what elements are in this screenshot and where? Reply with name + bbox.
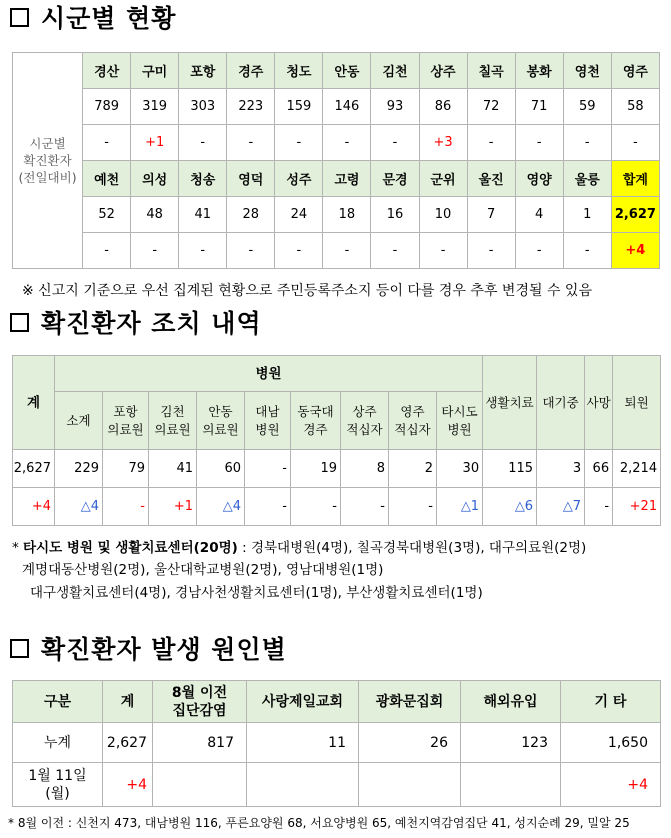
region-header-row <box>13 161 660 197</box>
hospital-header-line: 의료원 <box>107 421 144 437</box>
hospital-header-line: 적십자 <box>394 421 431 437</box>
hospital-header-line: 포항 <box>113 403 138 419</box>
hospital-header <box>103 392 149 450</box>
region-name: 경산 <box>83 53 131 89</box>
header-line: 8월 이전 <box>171 684 228 701</box>
daily-change: - <box>563 125 611 161</box>
region-name: 문경 <box>371 161 419 197</box>
patient-count: 19 <box>291 450 341 488</box>
gwanghwamun-header: 광화문집회 <box>359 681 461 723</box>
hospital-header <box>245 392 291 450</box>
row-label <box>13 723 103 763</box>
daily-change: - <box>371 233 419 269</box>
row-label-line: (월) <box>45 785 70 802</box>
sarang-church-value <box>247 763 359 807</box>
region-name: 영천 <box>563 53 611 89</box>
daily-change: △1 <box>437 488 483 526</box>
patient-count: 229 <box>55 450 103 488</box>
region-count-row <box>13 89 660 125</box>
change-row <box>13 488 661 526</box>
daily-change: - <box>323 125 371 161</box>
region-header-row <box>13 53 660 89</box>
patient-count: 66 <box>585 450 613 488</box>
hospital-header-line: 안동 <box>208 403 233 419</box>
case-count: 10 <box>419 197 467 233</box>
section-title-text: 확진환자 조치 내역 <box>41 309 262 338</box>
daily-change: +3 <box>419 125 467 161</box>
other-value: 1,650 <box>561 723 661 763</box>
region-name: 청송 <box>179 161 227 197</box>
daily-change: - <box>467 233 515 269</box>
table-row <box>13 723 661 763</box>
count-row <box>13 450 661 488</box>
patient-actions-table <box>12 355 661 526</box>
daily-change: +21 <box>613 488 661 526</box>
region-name: 영양 <box>515 161 563 197</box>
region-name: 청도 <box>275 53 323 89</box>
hospital-header <box>437 392 483 450</box>
region-name: 성주 <box>275 161 323 197</box>
cause-footnote: * 8월 이전 : 신천지 473, 대남병원 116, 푸른요양원 68, 서요양병원 65, 예천지역감염집단 41, 성지순례 29, 밀알 25 <box>8 816 630 830</box>
region-name: 예천 <box>83 161 131 197</box>
case-count: 24 <box>275 197 323 233</box>
residential-treatment-header: 생활치료 <box>483 356 537 450</box>
hospital-header <box>291 392 341 450</box>
region-name: 울진 <box>467 161 515 197</box>
checkbox-icon <box>10 639 29 658</box>
hospital-header-line: 병원 <box>255 421 280 437</box>
hospital-header-line: 대남 <box>255 403 280 419</box>
daily-change: △6 <box>483 488 537 526</box>
hospital-note-line <box>12 538 662 558</box>
daily-change: △4 <box>55 488 103 526</box>
daily-change: - <box>275 125 323 161</box>
case-count: 59 <box>563 89 611 125</box>
daily-change: - <box>323 233 371 269</box>
hospital-header-line: 영주 <box>400 403 425 419</box>
region-change-row <box>13 125 660 161</box>
case-count: 48 <box>131 197 179 233</box>
region-name: 칠곡 <box>467 53 515 89</box>
gwanghwamun-value: 26 <box>359 723 461 763</box>
row-label-line: 시군별 <box>29 136 66 151</box>
case-count: 146 <box>323 89 371 125</box>
section-title-cause <box>8 632 287 664</box>
case-count: 1 <box>563 197 611 233</box>
hospital-header-line: 병원 <box>447 421 472 437</box>
hospital-header <box>149 392 197 450</box>
region-name: 울릉 <box>563 161 611 197</box>
patient-count: 30 <box>437 450 483 488</box>
cause-table <box>12 680 661 807</box>
daily-change: - <box>227 125 275 161</box>
daily-change: - <box>467 125 515 161</box>
hospital-header <box>197 392 245 450</box>
hospital-header-line: 김천 <box>160 403 185 419</box>
section-title-text: 확진환자 발생 원인별 <box>41 635 287 664</box>
daily-change: △4 <box>197 488 245 526</box>
daily-change: - <box>341 488 389 526</box>
daily-change: - <box>389 488 437 526</box>
case-count: 86 <box>419 89 467 125</box>
note-marker: * <box>12 540 19 556</box>
hospital-header <box>341 392 389 450</box>
daily-change: - <box>585 488 613 526</box>
other-header: 기 타 <box>561 681 661 723</box>
hospital-header <box>55 392 103 450</box>
total-count: 2,627 <box>611 197 659 233</box>
row-label-line: 1월 11일 <box>28 767 87 784</box>
total-header: 계 <box>13 356 55 450</box>
hospital-header <box>389 392 437 450</box>
case-count: 16 <box>371 197 419 233</box>
hospital-header-line: 경주 <box>303 421 328 437</box>
case-count: 223 <box>227 89 275 125</box>
header-line: 집단감염 <box>172 702 227 719</box>
daily-change: - <box>179 125 227 161</box>
region-name: 경주 <box>227 53 275 89</box>
region-name: 의성 <box>131 161 179 197</box>
discharged-header: 퇴원 <box>613 356 661 450</box>
deaths-header: 사망 <box>585 356 613 450</box>
patient-count: 8 <box>341 450 389 488</box>
hospital-header-line: 동국대 <box>297 403 334 419</box>
daily-change: +1 <box>149 488 197 526</box>
region-name: 포항 <box>179 53 227 89</box>
daily-change: - <box>83 233 131 269</box>
checkbox-icon <box>10 8 29 27</box>
hospital-header-line: 의료원 <box>202 421 239 437</box>
section-title-region-status <box>8 1 176 33</box>
case-count: 28 <box>227 197 275 233</box>
before-august-value: 817 <box>153 723 247 763</box>
total-header: 계 <box>103 681 153 723</box>
hospital-header-line: 적십자 <box>346 421 383 437</box>
row-label <box>13 53 83 269</box>
overseas-value: 123 <box>461 723 561 763</box>
patient-count: 2 <box>389 450 437 488</box>
category-header: 구분 <box>13 681 103 723</box>
total-value: 2,627 <box>103 723 153 763</box>
daily-change: - <box>103 488 149 526</box>
region-change-row <box>13 233 660 269</box>
daily-change: - <box>563 233 611 269</box>
case-count: 319 <box>131 89 179 125</box>
waiting-header: 대기중 <box>537 356 585 450</box>
case-count: 58 <box>611 89 659 125</box>
case-count: 159 <box>275 89 323 125</box>
region-name: 구미 <box>131 53 179 89</box>
region-name: 군위 <box>419 161 467 197</box>
region-name: 봉화 <box>515 53 563 89</box>
daily-change: - <box>83 125 131 161</box>
daily-change: - <box>179 233 227 269</box>
region-count-row <box>13 197 660 233</box>
row-label-line: 확진환자 <box>23 153 72 168</box>
header-row <box>13 356 661 392</box>
daily-change: - <box>131 233 179 269</box>
gwanghwamun-value <box>359 763 461 807</box>
region-name: 안동 <box>323 53 371 89</box>
patient-count: 3 <box>537 450 585 488</box>
hospital-note-line: 계명대동산병원(2명), 울산대학교병원(2명), 영남대병원(1명) <box>22 562 384 578</box>
hospital-header-line: 상주 <box>352 403 377 419</box>
daily-change: - <box>245 488 291 526</box>
daily-change: - <box>515 125 563 161</box>
region-name: 상주 <box>419 53 467 89</box>
region-name: 고령 <box>323 161 371 197</box>
case-count: 41 <box>179 197 227 233</box>
daily-change: - <box>275 233 323 269</box>
case-count: 52 <box>83 197 131 233</box>
header-row <box>13 681 661 723</box>
other-value: +4 <box>561 763 661 807</box>
section-title-text: 시군별 현황 <box>41 4 177 33</box>
before-august-value <box>153 763 247 807</box>
region-status-note: ※ 신고지 기준으로 우선 집계된 현황으로 주민등록주소지 등이 다를 경우 추후 변경될 수 있음 <box>22 283 592 299</box>
sarang-church-header: 사랑제일교회 <box>247 681 359 723</box>
case-count: 7 <box>467 197 515 233</box>
patient-count: 2,627 <box>13 450 55 488</box>
daily-change: +1 <box>131 125 179 161</box>
case-count: 93 <box>371 89 419 125</box>
case-count: 18 <box>323 197 371 233</box>
daily-change: - <box>291 488 341 526</box>
patient-count: 60 <box>197 450 245 488</box>
patient-count: 2,214 <box>613 450 661 488</box>
daily-change: △7 <box>537 488 585 526</box>
patient-count: 115 <box>483 450 537 488</box>
hospital-header-line: 타시도 <box>441 403 478 419</box>
row-label-line: (전일대비) <box>18 170 77 185</box>
hospital-note-line: 대구생활치료센터(4명), 경남사천생활치료센터(1명), 부산생활치료센터(1명) <box>30 585 483 601</box>
row-label <box>13 763 103 807</box>
daily-change: - <box>227 233 275 269</box>
case-count: 303 <box>179 89 227 125</box>
hospital-header-line: 의료원 <box>154 421 191 437</box>
sarang-church-value: 11 <box>247 723 359 763</box>
daily-change: - <box>371 125 419 161</box>
note-text: : 경북대병원(4명), 칠곡경북대병원(3명), 대구의료원(2명) <box>237 540 587 556</box>
case-count: 789 <box>83 89 131 125</box>
patient-count: 41 <box>149 450 197 488</box>
daily-change: - <box>515 233 563 269</box>
overseas-value <box>461 763 561 807</box>
table-row <box>13 763 661 807</box>
case-count: 71 <box>515 89 563 125</box>
before-august-header <box>153 681 247 723</box>
daily-change: - <box>419 233 467 269</box>
hospital-group-header: 병원 <box>55 356 483 392</box>
region-name: 영덕 <box>227 161 275 197</box>
case-count: 72 <box>467 89 515 125</box>
patient-count: 79 <box>103 450 149 488</box>
total-header: 합계 <box>611 161 659 197</box>
section-title-patient-actions <box>8 306 262 338</box>
total-value: +4 <box>103 763 153 807</box>
daily-change: - <box>611 125 659 161</box>
case-count: 4 <box>515 197 563 233</box>
patient-count: - <box>245 450 291 488</box>
row-label-line: 누계 <box>43 734 72 751</box>
region-status-table <box>12 52 660 269</box>
daily-change: +4 <box>13 488 55 526</box>
region-name: 영주 <box>611 53 659 89</box>
total-change: +4 <box>611 233 659 269</box>
hospital-header-line: 소계 <box>66 412 91 428</box>
overseas-header: 해외유입 <box>461 681 561 723</box>
region-name: 김천 <box>371 53 419 89</box>
note-emphasis: 타시도 병원 및 생활치료센터(20명) <box>23 540 238 556</box>
checkbox-icon <box>10 313 29 332</box>
